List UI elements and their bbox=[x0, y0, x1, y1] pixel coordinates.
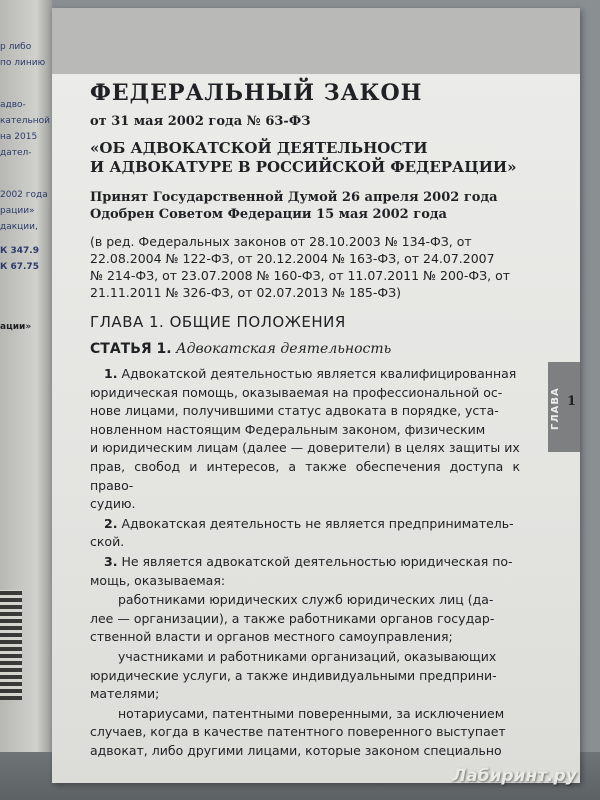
paragraph-3 bbox=[90, 553, 520, 590]
book-page bbox=[52, 8, 580, 783]
left-page-edge bbox=[0, 0, 52, 800]
paragraph-text: Адвокатской деятельностью является квалифицированная юридическая помощь, оказываемая на профессиональной ос- нове лицами, получившими статус адвоката в порядке, уста- новленном настоящим Федеральным законом, физическим и юридическим лицам (далее — доверители) в целях защиты их прав, свобод и интересов, а также обеспечения доступа к право- судию. bbox=[90, 366, 520, 512]
page-header-band bbox=[52, 8, 580, 74]
side-tab-label: ГЛАВА bbox=[550, 387, 561, 430]
paragraph-1 bbox=[90, 365, 520, 514]
left-page-text: К 67.75 bbox=[0, 262, 39, 272]
paragraph-text: Не является адвокатской деятельностью юридическая по- мощь, оказываемая: bbox=[90, 553, 513, 588]
left-page-text: дател- bbox=[0, 148, 32, 158]
list-item: работниками юридических служб юридических лиц (да- лее — организации), а также работниками органов государ- ственной власти и органов местного самоуправления; bbox=[90, 592, 495, 645]
left-page-text: ации» bbox=[0, 322, 32, 332]
paragraph-number: 3. bbox=[104, 553, 118, 569]
paragraph-2 bbox=[90, 515, 520, 552]
paragraph-number: 1. bbox=[104, 366, 118, 381]
qr-code bbox=[0, 590, 22, 700]
amendments-note: (в ред. Федеральных законов от 28.10.2003 № 134-ФЗ, от 22.08.2004 № 122-ФЗ, от 20.12.2004 № 163-ФЗ, от 24.07.2007 № 214-ФЗ, от 23.07.2008 № 160-ФЗ, от 11.07.2011 № 200-ФЗ, от 21.11.2011 № 326-ФЗ, от 02.07.2013 № 185-ФЗ) bbox=[90, 234, 511, 300]
left-page-text: К 347.9 bbox=[0, 246, 39, 256]
chapter-side-tab bbox=[548, 362, 580, 452]
adoption-info: Принят Государственной Думой 26 апреля 2002 года Одобрен Советом Федерации 15 мая 2002 года bbox=[90, 190, 498, 222]
left-page-text: по линию bbox=[0, 58, 46, 68]
left-page-text: на 2015 bbox=[0, 132, 38, 142]
article-label: СТАТЬЯ 1. bbox=[90, 341, 172, 357]
law-name: «ОБ АДВОКАТСКОЙ ДЕЯТЕЛЬНОСТИ И АДВОКАТУРЕ В РОССИЙСКОЙ ФЕДЕРАЦИИ» bbox=[90, 139, 517, 176]
left-page-text: р либо bbox=[0, 42, 32, 52]
watermark-logo: Лабиринт.ру bbox=[452, 766, 577, 786]
left-page-text: рации» bbox=[0, 206, 35, 216]
list-item: нотариусами, патентными поверенными, за исключением случаев, когда в качестве патентного поверенного выступает адвокат, либо другими лицами, которые законом специально bbox=[90, 705, 506, 758]
list-item: участниками и работниками организаций, оказывающих юридические услуги, а также индивидуальными предприни- мателями; bbox=[90, 648, 497, 702]
page-content bbox=[90, 80, 520, 761]
paragraph-text: Адвокатская деятельность не является предприниматель- ской. bbox=[90, 515, 514, 550]
left-page-text: дакции, bbox=[0, 222, 38, 232]
document-title: ФЕДЕРАЛЬНЫЙ ЗАКОН bbox=[90, 80, 423, 106]
article-heading bbox=[90, 341, 520, 357]
chapter-heading: ГЛАВА 1. ОБЩИЕ ПОЛОЖЕНИЯ bbox=[90, 313, 346, 331]
left-page-text: 2002 года bbox=[0, 190, 48, 200]
left-page-text: адво- bbox=[0, 100, 26, 110]
side-tab-number: 1 bbox=[566, 394, 576, 409]
left-page-text: кательной bbox=[0, 116, 51, 126]
article-title: Адвокатская деятельность bbox=[176, 341, 392, 357]
paragraph-number: 2. bbox=[104, 515, 118, 531]
document-date: от 31 мая 2002 года № 63-ФЗ bbox=[90, 114, 311, 129]
